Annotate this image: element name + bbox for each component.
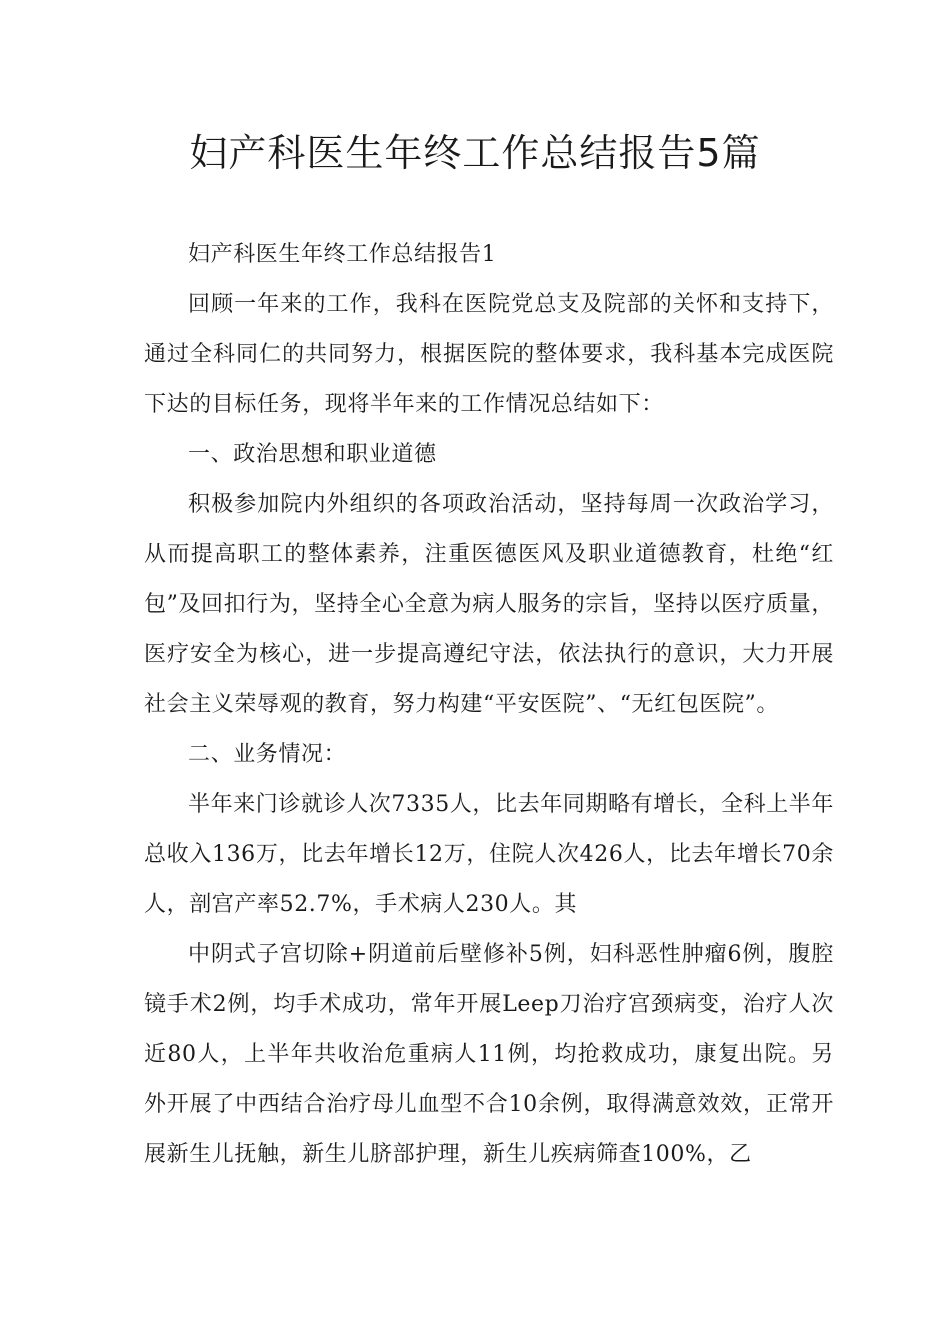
document-title: 妇产科医生年终工作总结报告5篇 xyxy=(189,131,761,175)
paragraph-intro: 回顾一年来的工作，我科在医院党总支及院部的关怀和支持下，通过全科同仁的共同努力，根据医院的整体要求，我科基本完成医院下达的目标任务，现将半年来的工作情况总结如下： xyxy=(144,292,834,417)
section-heading-report-1: 妇产科医生年终工作总结报告1 xyxy=(188,242,497,267)
paragraph-business-stats: 半年来门诊就诊人次7335人，比去年同期略有增长，全科上半年总收入136万，比去年增长12万，住院人次426人，比去年增长70余人，剖宫产率52.7%，手术病人230人。其 xyxy=(144,792,834,917)
section-heading-business: 二、业务情况： xyxy=(188,742,347,767)
paragraph-business-details: 中阴式子宫切除+阴道前后壁修补5例，妇科恶性肿瘤6例，腹腔镜手术2例，均手术成功，常年开展Leep刀治疗宫颈病变，治疗人次近80人，上半年共收治危重病人11例，均抢救成功，康复出院。另外开展了中西结合治疗母儿血型不合10余例，取得满意效效，正常开展新生儿抚触，新生儿脐部护理，新生儿疾病筛查100%，乙 xyxy=(144,942,834,1167)
document-body xyxy=(144,230,834,1180)
section-heading-politics: 一、政治思想和职业道德 xyxy=(188,442,437,467)
paragraph-politics: 积极参加院内外组织的各项政治活动，坚持每周一次政治学习，从而提高职工的整体素养，注重医德医风及职业道德教育，杜绝“红包”及回扣行为，坚持全心全意为病人服务的宗旨，坚持以医疗质量，医疗安全为核心，进一步提高遵纪守法，依法执行的意识，大力开展社会主义荣辱观的教育，努力构建“平安医院”、“无红包医院”。 xyxy=(144,492,834,717)
